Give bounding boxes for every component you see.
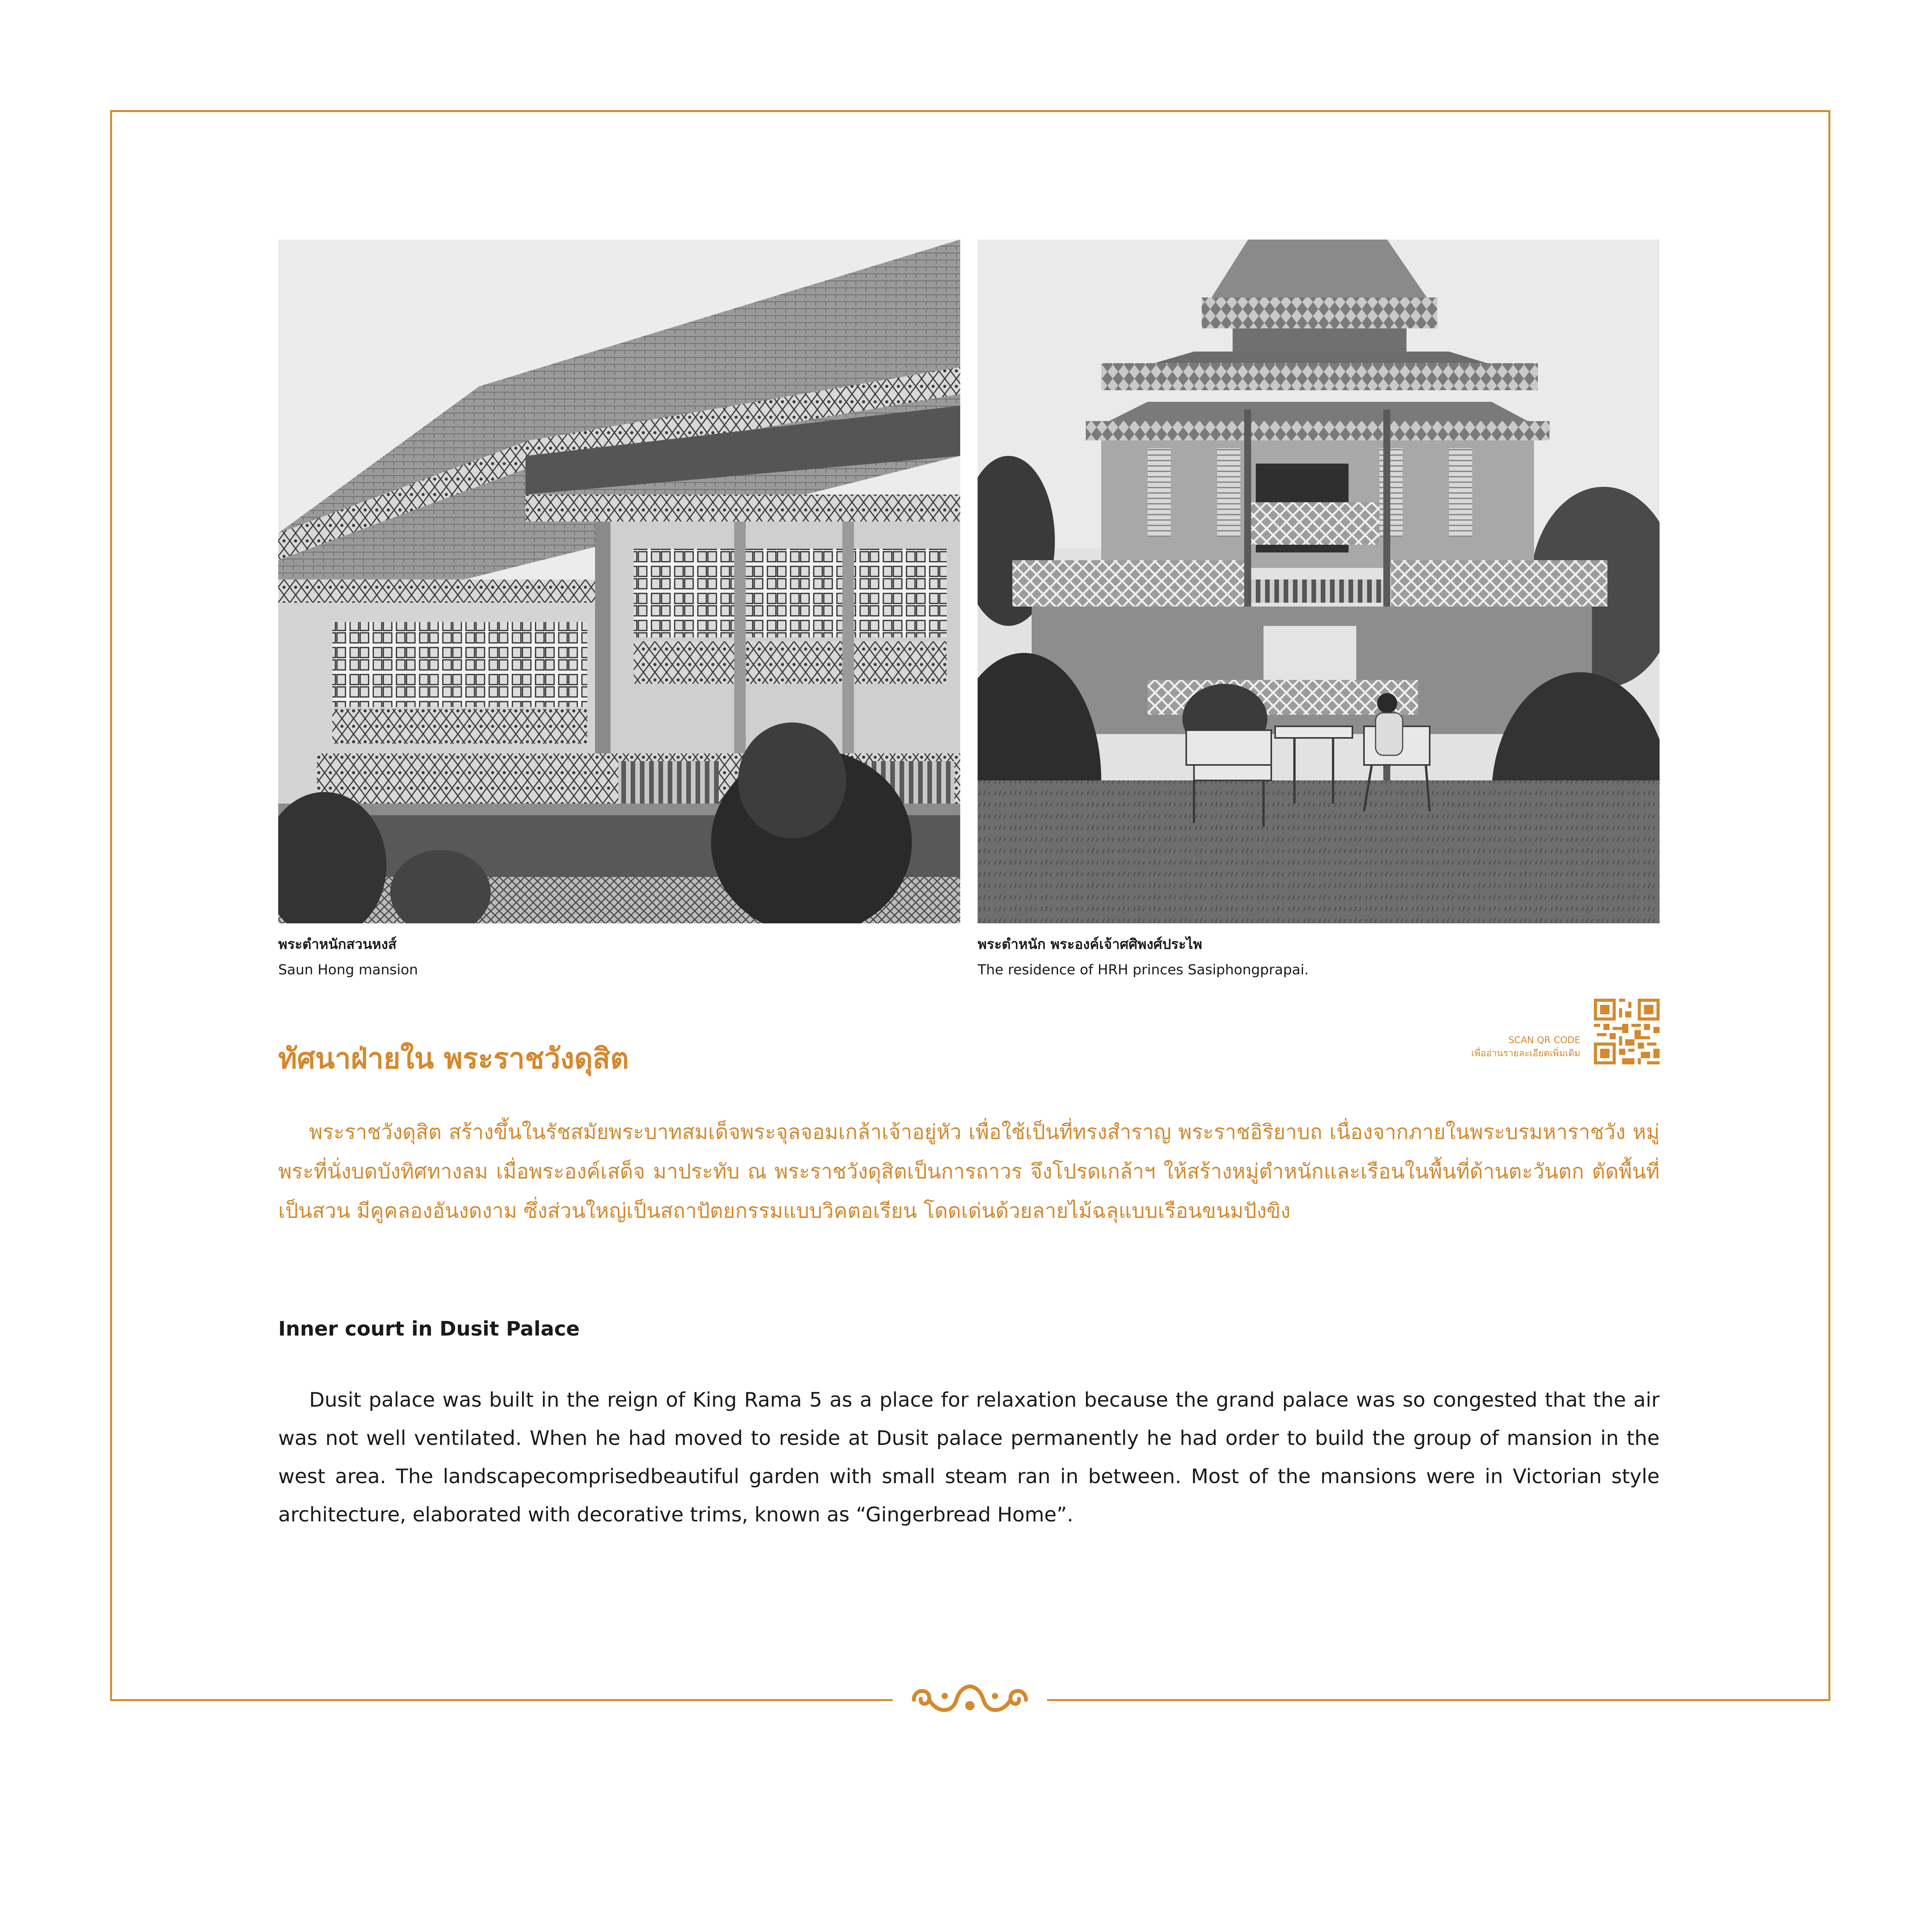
qr-code-label: [1471, 1033, 1580, 1060]
english-section-heading: Inner court in Dusit Palace: [278, 1317, 580, 1341]
scroll-ornament-icon: [906, 1679, 1034, 1721]
frame-border-left: [110, 110, 112, 1701]
photo-caption-english: Saun Hong mansion: [278, 962, 418, 978]
photo-caption-english: The residence of HRH princes Sasiphongprapai.: [978, 962, 1309, 978]
qr-label-english: SCAN QR CODE: [1508, 1035, 1580, 1045]
frame-border-right: [1828, 110, 1830, 1701]
frame-border-top: [110, 110, 1830, 112]
photo-caption-thai: พระตำหนัก พระองค์เจ้าศศิพงศ์ประไพ: [978, 936, 1202, 952]
qr-label-thai: เพื่ออ่านรายละเอียดเพิ่มเติม: [1471, 1048, 1580, 1059]
saun-hong-mansion-photo: [278, 240, 960, 923]
frame-border-bottom-right: [1047, 1699, 1830, 1701]
english-body-paragraph: Dusit palace was built in the reign of King Rama 5 as a place for relaxation because the grand palace was so congested that the air was not well ventilated. When he had moved to reside at Dusit palace permanently he had order to build the group of mansion in the west area. The landscapecomprisedbeautiful garden with small steam ran in between. Most of the mansions were in Victorian style architecture, elaborated with decorative trims, known as “Gingerbread Home”.: [278, 1389, 1660, 1526]
thai-body-paragraph: พระราชวังดุสิต สร้างขึ้นในรัชสมัยพระบาทสมเด็จพระจุลจอมเกล้าเจ้าอยู่หัว เพื่อใช้เป็นที่ทรงสำราญ พระราชอิริยาบถ เนื่องจากภายในพระบรมหาราชวัง หมู่พระที่นั่งบดบังทิศทางลม เมื่อพระองค์เสด็จ มาประทับ ณ พระราชวังดุสิตเป็นการถาวร จึงโปรดเกล้าฯ ให้สร้างหมู่ตำหนักและเรือนในพื้นที่ด้านตะวันตก ตัดพื้นที่เป็นสวน มีคูคลองอันงดงาม ซึ่งส่วนใหญ่เป็นสถาปัตยกรรมแบบวิคตอเรียน โดดเด่นด้วยลายไม้ฉลุแบบเรือนขนมปังขิง: [278, 1120, 1660, 1223]
qr-code-icon[interactable]: [1594, 999, 1660, 1064]
photo-caption-thai: พระตำหนักสวนหงส์: [278, 936, 397, 952]
sasiphongprapai-residence-photo: [978, 240, 1660, 923]
frame-border-bottom-left: [110, 1699, 893, 1701]
thai-section-heading: ทัศนาฝ่ายใน พระราชวังดุสิต: [278, 1042, 629, 1075]
